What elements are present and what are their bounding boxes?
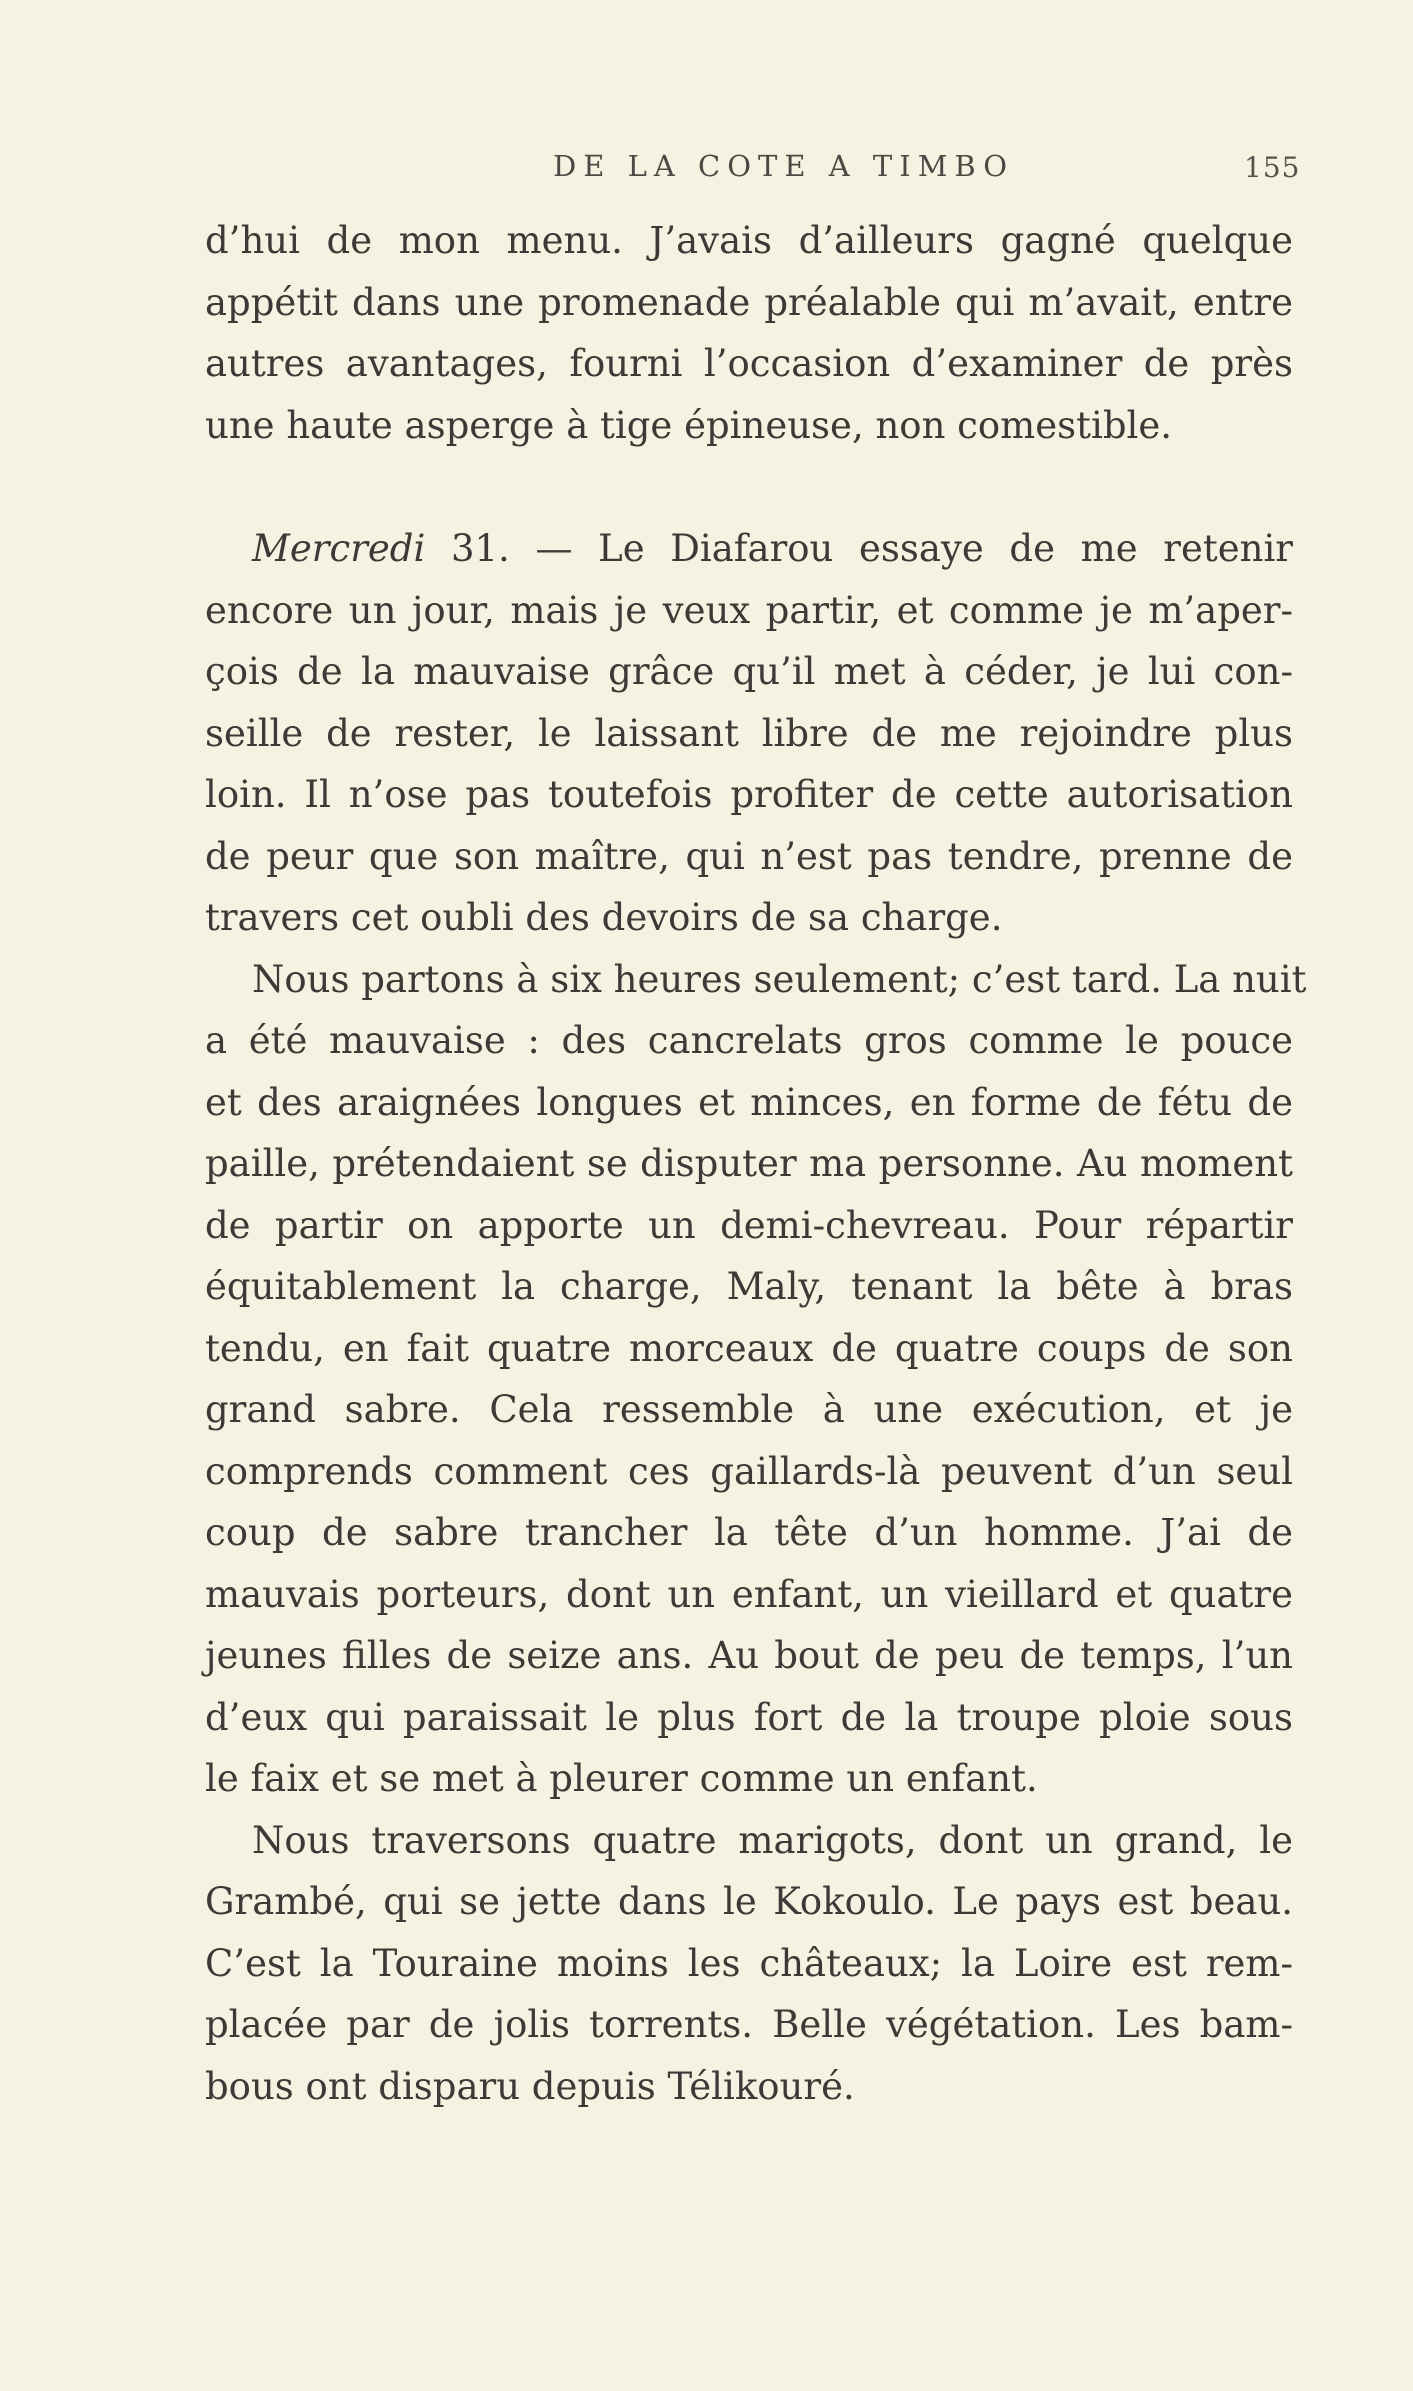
running-head <box>0 146 1413 196</box>
text-line: travers cet oubli des devoirs de sa charge. <box>205 896 1003 939</box>
running-title: DE LA COTE A TIMBO <box>553 149 1015 183</box>
text-line: a été mauvaise : des cancrelats gros comme le pouce <box>205 1019 1293 1062</box>
text-line: placée par de jolis torrents. Belle végétation. Les bam- <box>205 2003 1293 2046</box>
page-number: 155 <box>1244 151 1301 184</box>
text-line: d’hui de mon menu. J’avais d’ailleurs gagné quelque <box>205 219 1293 262</box>
text-line: çois de la mauvaise grâce qu’il met à céder, je lui con- <box>205 650 1293 693</box>
text-line: paille, prétendaient se disputer ma personne. Au moment <box>205 1142 1293 1185</box>
text-line: Grambé, qui se jette dans le Kokoulo. Le pays est beau. <box>205 1880 1293 1923</box>
text-line: grand sabre. Cela ressemble à une exécution, et je <box>205 1388 1293 1431</box>
text-line: mauvais porteurs, dont un enfant, un vieillard et quatre <box>205 1572 1293 1616</box>
text-line: jeunes filles de seize ans. Au bout de peu de temps, l’un <box>205 1634 1293 1677</box>
text-line: et des araignées longues et minces, en forme de fétu de <box>205 1080 1293 1124</box>
text-line: équitablement la charge, Maly, tenant la bête à bras <box>205 1265 1293 1308</box>
text-line: bous ont disparu depuis Télikouré. <box>205 2064 855 2108</box>
date-label: Mercredi <box>252 527 426 570</box>
text-line-dated <box>205 518 1293 580</box>
date-line-rest: 31. — Le Diafarou essaye de me retenir <box>425 527 1293 570</box>
body-text <box>205 210 1307 2117</box>
text-line: une haute asperge à tige épineuse, non comestible. <box>205 403 1173 447</box>
text-line: Nous traversons quatre marigots, dont un grand, le <box>252 1818 1293 1862</box>
text-line: appétit dans une promenade préalable qui m’avait, entre <box>205 280 1293 324</box>
text-line: le faix et se met à pleurer comme un enfant. <box>205 1757 1038 1800</box>
text-line: Nous partons à six heures seulement; c’est tard. La nuit <box>252 957 1307 1001</box>
text-line: d’eux qui paraissait le plus fort de la troupe ploie sous <box>205 1695 1293 1739</box>
text-line: de partir on apporte un demi-chevreau. Pour répartir <box>205 1203 1293 1247</box>
text-line: autres avantages, fourni l’occasion d’examiner de près <box>205 342 1293 385</box>
text-line: coup de sabre trancher la tête d’un homme. J’ai de <box>205 1511 1293 1554</box>
text-line: seille de rester, le laissant libre de me rejoindre plus <box>205 711 1293 755</box>
text-line: encore un jour, mais je veux partir, et comme je m’aper- <box>205 588 1293 632</box>
text-line: de peur que son maître, qui n’est pas tendre, prenne de <box>205 834 1293 878</box>
text-line: comprends comment ces gaillards-là peuvent d’un seul <box>205 1449 1293 1493</box>
paragraph-gap <box>205 456 1293 518</box>
text-line: tendu, en fait quatre morceaux de quatre coups de son <box>205 1326 1293 1370</box>
text-line: loin. Il n’ose pas toutefois profiter de cette autorisation <box>205 773 1293 816</box>
text-line: C’est la Touraine moins les châteaux; la Loire est rem- <box>205 1941 1293 1985</box>
